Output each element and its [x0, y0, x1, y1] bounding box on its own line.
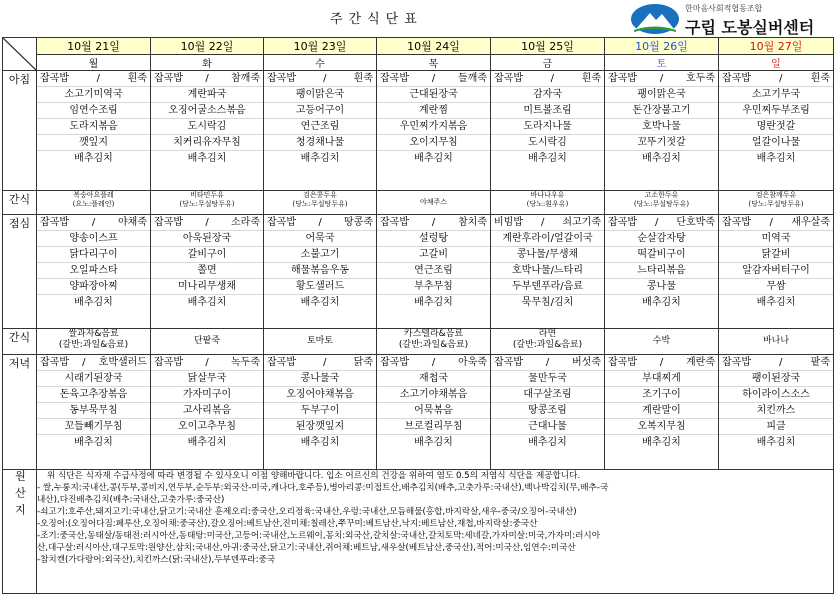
- dinner-cell: [719, 355, 834, 470]
- breakfast-cell: [264, 71, 377, 191]
- rice-item: 잡곡밥: [154, 217, 183, 228]
- menu-item: 닭갈비: [719, 247, 833, 263]
- menu-item: 오복지무침: [605, 419, 718, 435]
- origin-notes: [37, 470, 834, 594]
- rice-porridge-line: [605, 355, 718, 371]
- menu-item: 팽이맑은국: [264, 87, 376, 103]
- menu-item: 배추김치: [756, 153, 796, 164]
- snack-name: 수박: [652, 336, 671, 346]
- rice-porridge-line: [605, 71, 718, 87]
- snack2-cell: [491, 329, 605, 355]
- porridge-item: 새우살죽: [791, 217, 830, 228]
- snack1-cell: [377, 191, 491, 215]
- menu-item: 오징어굴소스볶음: [151, 103, 263, 119]
- menu-item: 계란후라이/얼갈이국: [491, 231, 604, 247]
- snack-name: 비타민두유: [190, 191, 224, 199]
- lunch-label: 점심: [3, 215, 37, 329]
- rice-item: 잡곡밥: [722, 357, 751, 368]
- menu-item: 갈비구이: [151, 247, 263, 263]
- menu-item: 재첩국: [377, 371, 490, 387]
- separator: /: [96, 73, 101, 84]
- separator: /: [550, 73, 555, 84]
- dinner-cell: [491, 355, 605, 470]
- menu-item: 도라지볶음: [37, 119, 150, 135]
- menu-item: 해물볶음우동: [264, 263, 376, 279]
- menu-item: 배추김치: [528, 153, 567, 164]
- porridge-item: 단호박죽: [676, 217, 715, 228]
- menu-item: 돈육고추장볶음: [37, 387, 150, 403]
- menu-item: 배추김치: [187, 297, 227, 308]
- lunch-cell: [264, 215, 377, 329]
- separator: /: [82, 357, 86, 368]
- rice-item: 잡곡밥: [40, 357, 69, 368]
- menu-item: 아욱된장국: [151, 231, 263, 247]
- menu-item: 소고기야채볶음: [377, 387, 490, 403]
- rice-porridge-line: [37, 71, 150, 87]
- menu-item: 배추김치: [642, 297, 681, 308]
- snack-note: (갈반:과일&음료): [58, 340, 129, 350]
- rice-item: 잡곡밥: [267, 73, 296, 84]
- rice-item: 잡곡밥: [722, 73, 751, 84]
- menu-item: 하이라이스소스: [719, 387, 833, 403]
- menu-item: 미트볼조림: [491, 103, 604, 119]
- lunch-cell: [491, 215, 605, 329]
- rice-porridge-line: [37, 215, 150, 231]
- snack1-cell: [605, 191, 719, 215]
- snack-name: 쌀과자&음료: [68, 329, 119, 339]
- snack2-cell: [605, 329, 719, 355]
- porridge-item: 흰죽: [353, 73, 373, 84]
- snack-note: (당노:무설탕두유): [292, 200, 348, 208]
- menu-item: 소고기미역국: [37, 87, 150, 103]
- rice-item: 잡곡밥: [380, 73, 409, 84]
- menu-item: 땅콩조림: [491, 403, 604, 419]
- origin-line: -쇠고기:호주산,돼지고기:국내산,닭고기:국내산 훈제오리:중국산,오리정육:국내산,우렁:국내산,모듬해물(홍합,바지락살,새우-중국/오징어-국내산): [37, 507, 577, 517]
- menu-item: 깻잎지: [37, 135, 150, 151]
- menu-item: 부대찌게: [605, 371, 718, 387]
- dinner-cell: [264, 355, 377, 470]
- rice-porridge-line: [151, 355, 263, 371]
- snack-name: 바나나: [762, 336, 790, 346]
- weekday-cell: 화: [151, 55, 264, 71]
- rice-porridge-line: [264, 215, 376, 231]
- snack-note: (요노:플레인): [72, 200, 115, 208]
- menu-item: 배추김치: [74, 437, 113, 448]
- menu-item: 오징어야채볶음: [264, 387, 376, 403]
- separator: /: [323, 357, 327, 368]
- snack2-label: 간식: [3, 329, 37, 355]
- menu-item: 오이고추무침: [151, 419, 263, 435]
- menu-item: 연근조림: [264, 119, 376, 135]
- origin-line: - 쌀,누룽지:국내산,콩(두부,콩비지,연두부,순두부:외국산-미국,캐나다,호주등),병아리콩:미접트산,배추김치(배추,고춧가루:국내산),백나박김치(무,배추-국: [37, 483, 609, 493]
- rice-item: 잡곡밥: [722, 217, 751, 228]
- porridge-item: 야채죽: [118, 217, 147, 228]
- separator: /: [654, 217, 659, 228]
- snack-name: 검은참깨두유: [755, 191, 797, 199]
- rice-porridge-line: [491, 355, 604, 371]
- snack-note: (당노:무설탕두유): [748, 200, 804, 208]
- snack-name: 라면: [538, 329, 557, 339]
- porridge-item: 흰죽: [581, 73, 601, 84]
- date-cell: 10월 26일: [605, 38, 719, 55]
- rice-porridge-line: [151, 71, 263, 87]
- rice-porridge-line: [719, 215, 833, 231]
- menu-item: 배추김치: [187, 437, 227, 448]
- separator: /: [659, 73, 664, 84]
- rice-porridge-line: [264, 355, 376, 371]
- rice-item: 잡곡밥: [608, 73, 637, 84]
- corner-cell: [3, 38, 37, 71]
- menu-item: 시래기된장국: [37, 371, 150, 387]
- menu-item: 황도샐러드: [264, 279, 376, 295]
- menu-item: 닭살무국: [151, 371, 263, 387]
- menu-item: 조기구이: [605, 387, 718, 403]
- weekday-cell: 금: [491, 55, 605, 71]
- date-cell: 10월 23일: [264, 38, 377, 55]
- lunch-cell: [719, 215, 834, 329]
- menu-item: 배추김치: [300, 297, 340, 308]
- rice-porridge-line: [377, 355, 490, 371]
- menu-item: 근대된장국: [377, 87, 490, 103]
- center-name: 구립 도봉실버센터: [685, 18, 815, 37]
- menu-item: 두부구이: [264, 403, 376, 419]
- menu-item: 고갈비: [377, 247, 490, 263]
- dinner-cell: [605, 355, 719, 470]
- menu-item: 도시락김: [491, 135, 604, 151]
- menu-item: 피클: [719, 419, 833, 435]
- menu-item: 우민찌가지볶음: [377, 119, 490, 135]
- separator: /: [431, 73, 436, 84]
- rice-item: 잡곡밥: [608, 357, 637, 368]
- rice-item: 잡곡밥: [154, 357, 183, 368]
- porridge-item: 녹두죽: [231, 357, 260, 368]
- menu-item: 오이지무침: [377, 135, 490, 151]
- snack-note: (갈반:과일&음료): [512, 340, 583, 350]
- dinner-cell: [151, 355, 264, 470]
- menu-item: 팽이된장국: [719, 371, 833, 387]
- separator: /: [91, 217, 96, 228]
- menu-item: 떡갈비구이: [605, 247, 718, 263]
- menu-item: 어묵볶음: [377, 403, 490, 419]
- weekday-cell: 목: [377, 55, 491, 71]
- separator: /: [545, 357, 550, 368]
- menu-item: 배추김치: [756, 437, 796, 448]
- menu-item: 대구살조림: [491, 387, 604, 403]
- rice-porridge-line: [719, 355, 833, 371]
- date-cell: 10월 22일: [151, 38, 264, 55]
- menu-item: 물만두국: [491, 371, 604, 387]
- menu-item: 콩나물/무생채: [491, 247, 604, 263]
- rice-porridge-line: [377, 71, 490, 87]
- menu-item: 무쌈: [719, 279, 833, 295]
- breakfast-cell: [151, 71, 264, 191]
- weekly-menu-table: [2, 37, 834, 594]
- menu-item: 양송이스프: [37, 231, 150, 247]
- porridge-item: 계란죽: [686, 357, 715, 368]
- menu-item: 콩나물: [605, 279, 718, 295]
- snack-name: 바나나우유: [530, 191, 565, 199]
- rice-item: 잡곡밥: [267, 217, 296, 228]
- snack-name: 단팥죽: [193, 336, 221, 346]
- rice-item: 잡곡밥: [608, 217, 637, 228]
- menu-item: 꼬뚜기젓갈: [605, 135, 718, 151]
- separator: /: [540, 217, 545, 228]
- rice-item: 잡곡밥: [40, 73, 69, 84]
- porridge-item: 소라죽: [231, 217, 260, 228]
- center-logo: [630, 2, 830, 36]
- porridge-item: 닭죽: [353, 357, 373, 368]
- menu-item: 청경채나물: [264, 135, 376, 151]
- porridge-item: 흰죽: [127, 73, 147, 84]
- menu-item: 부추무침: [377, 279, 490, 295]
- rice-porridge-line: [605, 215, 718, 231]
- menu-notice: 위 식단은 식자재 수급사정에 따라 변경될 수 있사오니 이점 양해바랍니다. 입소 어르신의 건강을 위하여 염도 0.5의 저염식 식단을 제공합니다.: [47, 471, 581, 481]
- menu-item: 임연수조림: [37, 103, 150, 119]
- menu-item: 설렁탕: [377, 231, 490, 247]
- menu-item: 배추김치: [414, 297, 453, 308]
- menu-item: 감자국: [491, 87, 604, 103]
- menu-item: 오일파스타: [37, 263, 150, 279]
- breakfast-cell: [377, 71, 491, 191]
- menu-item: 소불고기: [264, 247, 376, 263]
- snack1-cell: [719, 191, 834, 215]
- porridge-item: 흰죽: [810, 73, 830, 84]
- rice-porridge-line: [491, 71, 604, 87]
- menu-item: 어묵국: [264, 231, 376, 247]
- dinner-cell: [377, 355, 491, 470]
- origin-line: -오징어:(오징어다짐:페루산,오징어채:중국산),갈오징어:베트남산,진미채:칠레산,쭈꾸미:베트남산,낙지:베트남산,재첩,바지락살:중국산: [37, 519, 538, 529]
- porridge-item: 참깨죽: [231, 73, 260, 84]
- weekday-cell: 토: [605, 55, 719, 71]
- menu-item: 양파장아찌: [37, 279, 150, 295]
- separator: /: [323, 73, 327, 84]
- menu-item: 팽이맑은국: [605, 87, 718, 103]
- rice-item: 잡곡밥: [154, 73, 183, 84]
- menu-item: 순살감자탕: [605, 231, 718, 247]
- menu-item: 고사리볶음: [151, 403, 263, 419]
- snack-name: 복숭아요플레: [73, 191, 114, 199]
- menu-item: 배추김치: [300, 153, 340, 164]
- snack-note: (갈반:과일&음료): [398, 340, 469, 350]
- lunch-cell: [151, 215, 264, 329]
- breakfast-cell: [37, 71, 151, 191]
- diagonal-line: [3, 38, 36, 70]
- menu-item: 두부덴푸라/음료: [491, 279, 604, 295]
- porridge-item: 호두죽: [686, 73, 715, 84]
- menu-item: 호박나물/느타리: [491, 263, 604, 279]
- breakfast-cell: [491, 71, 605, 191]
- rice-porridge-line: [151, 215, 263, 231]
- menu-item: 명란젓갈: [719, 119, 833, 135]
- rice-item: 잡곡밥: [494, 73, 523, 84]
- porridge-item: 들깨죽: [458, 73, 487, 84]
- porridge-item: 팥죽: [810, 357, 830, 368]
- menu-item: 얼갈이나물: [719, 135, 833, 151]
- separator: /: [779, 357, 783, 368]
- menu-item: 느타리볶음: [605, 263, 718, 279]
- rice-item: 잡곡밥: [380, 357, 409, 368]
- porridge-item: 호박샐러드: [98, 357, 147, 368]
- snack1-label: 간식: [3, 191, 37, 215]
- rice-porridge-line: [719, 71, 833, 87]
- snack2-cell: [377, 329, 491, 355]
- rice-porridge-line: [377, 215, 490, 231]
- menu-item: 배추김치: [642, 437, 681, 448]
- menu-item: 호박나물: [605, 119, 718, 135]
- menu-item: 도라지나물: [491, 119, 604, 135]
- menu-item: 꼬들빼기무침: [37, 419, 150, 435]
- rice-item: 잡곡밥: [494, 357, 523, 368]
- snack-name: 토마토: [306, 336, 334, 346]
- snack-note: (당노:흰우유): [526, 200, 569, 208]
- porridge-item: 참치죽: [458, 217, 487, 228]
- weekday-cell: 수: [264, 55, 377, 71]
- origin-line: -조기:중국산,동태살/동태전:러시아산,동태탕:미국산,고등어:국내산,노르웨이,꽁치:외국산,갈치살:국내산,갈치토막:세네갈,가자미살:미국,가자미:러시아: [37, 531, 601, 541]
- menu-item: 고등어구이: [264, 103, 376, 119]
- separator: /: [205, 73, 209, 84]
- snack-note: (당노:무설탕두유): [633, 200, 690, 208]
- menu-item: 우민찌두부조림: [719, 103, 833, 119]
- origin-label: [3, 470, 37, 594]
- porridge-item: 아욱죽: [458, 357, 487, 368]
- menu-item: 도시락김: [151, 119, 263, 135]
- snack1-cell: [264, 191, 377, 215]
- snack-name: 검은콩두유: [303, 191, 337, 199]
- mountain-logo-icon: [630, 3, 680, 35]
- rice-porridge-line: [491, 215, 604, 231]
- separator: /: [779, 73, 783, 84]
- menu-item: 배추김치: [74, 297, 113, 308]
- rice-item: 잡곡밥: [380, 217, 409, 228]
- date-cell: 10월 25일: [491, 38, 605, 55]
- menu-item: 알감자버터구이: [719, 263, 833, 279]
- porridge-item: 쇠고기죽: [562, 217, 601, 228]
- breakfast-cell: [605, 71, 719, 191]
- rice-item: 잡곡밥: [267, 357, 296, 368]
- snack2-cell: [264, 329, 377, 355]
- date-cell: 10월 24일: [377, 38, 491, 55]
- menu-item: 근대나물: [491, 419, 604, 435]
- snack-name: 야채주스: [419, 198, 448, 206]
- origin-line: -참치캔(가다랑어:외국산),치킨까스(닭:국내산),두부덴푸라:중국: [37, 555, 276, 565]
- lunch-cell: [605, 215, 719, 329]
- menu-item: 배추김치: [414, 437, 453, 448]
- menu-item: 브로컬리무침: [377, 419, 490, 435]
- porridge-item: 버섯죽: [572, 357, 601, 368]
- separator: /: [769, 217, 773, 228]
- separator: /: [205, 217, 209, 228]
- snack2-cell: [37, 329, 151, 355]
- snack1-cell: [37, 191, 151, 215]
- menu-item: 배추김치: [528, 437, 567, 448]
- menu-item: 배추김치: [642, 153, 681, 164]
- menu-item: 묵무침/김치: [521, 297, 574, 308]
- menu-item: 동부묵무침: [37, 403, 150, 419]
- origin-line: 내산),다진배추김치(배추:국내산,고춧가루:중국산): [37, 495, 225, 505]
- menu-item: 배추김치: [756, 297, 796, 308]
- menu-item: 가자미구이: [151, 387, 263, 403]
- weekday-cell: 일: [719, 55, 834, 71]
- rice-item: 비빔밥: [494, 217, 523, 228]
- breakfast-cell: [719, 71, 834, 191]
- menu-item: 치커리유자무침: [151, 135, 263, 151]
- menu-item: 된장깻잎지: [264, 419, 376, 435]
- rice-porridge-line: [37, 355, 150, 371]
- rice-item: 잡곡밥: [40, 217, 69, 228]
- porridge-item: 땅콩죽: [344, 217, 373, 228]
- menu-item: 콩나물국: [264, 371, 376, 387]
- dinner-label: 저녁: [3, 355, 37, 470]
- snack2-cell: [719, 329, 834, 355]
- origin-label-text: 원산지: [13, 470, 27, 521]
- menu-item: 연근조림: [377, 263, 490, 279]
- menu-item: 미나리무생채: [151, 279, 263, 295]
- menu-item: 치킨까스: [719, 403, 833, 419]
- weekday-cell: 월: [37, 55, 151, 71]
- breakfast-label: 아침: [3, 71, 37, 191]
- lunch-cell: [37, 215, 151, 329]
- snack1-cell: [151, 191, 264, 215]
- menu-item: 미역국: [719, 231, 833, 247]
- snack-name: 고소한두유: [644, 191, 679, 199]
- snack2-cell: [151, 329, 264, 355]
- menu-item: 배추김치: [300, 437, 340, 448]
- date-cell: 10월 21일: [37, 38, 151, 55]
- separator: /: [431, 217, 436, 228]
- page-title: 주간식단표: [330, 12, 423, 27]
- menu-item: 쫄면: [151, 263, 263, 279]
- separator: /: [659, 357, 664, 368]
- menu-item: 배추김치: [187, 153, 227, 164]
- snack-note: (당노:무설탕두유): [179, 200, 235, 208]
- menu-item: 배추김치: [414, 153, 453, 164]
- menu-item: 배추김치: [74, 153, 113, 164]
- rice-porridge-line: [264, 71, 376, 87]
- menu-item: 돈간장불고기: [605, 103, 718, 119]
- origin-line: 산,대구살:러시아산,대구토막:원양산,삼치:국내산,아귀:중국산,닭고기:국내산,쥐어채:베트남,새우살(베트남산,중국산),적어:미국산,임연수:미국산: [37, 543, 576, 553]
- separator: /: [205, 357, 209, 368]
- lunch-cell: [377, 215, 491, 329]
- separator: /: [431, 357, 436, 368]
- menu-item: 닭다리구이: [37, 247, 150, 263]
- menu-item: 계란말이: [605, 403, 718, 419]
- snack1-cell: [491, 191, 605, 215]
- dinner-cell: [37, 355, 151, 470]
- menu-item: 소고기무국: [719, 87, 833, 103]
- menu-item: 계란찜: [377, 103, 490, 119]
- date-cell: 10월 27일: [719, 38, 834, 55]
- snack-name: 카스텔라&음료: [403, 329, 464, 339]
- separator: /: [318, 217, 322, 228]
- menu-item: 계란파국: [151, 87, 263, 103]
- org-name: 한마음사회적협동조합: [685, 4, 763, 13]
